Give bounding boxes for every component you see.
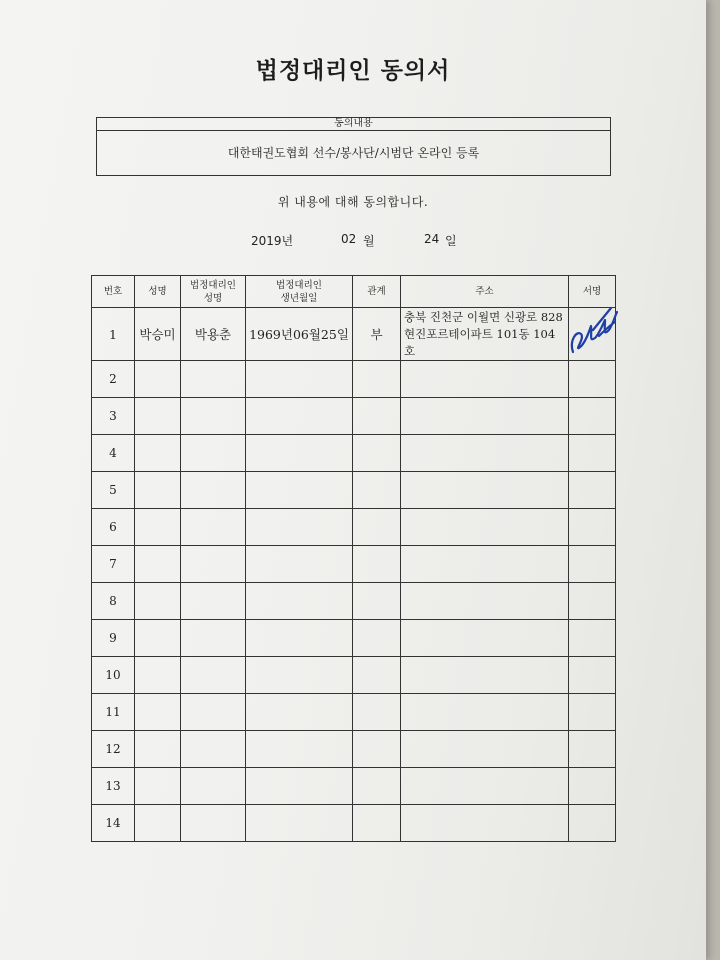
header-guardian-birth-line2: 생년월일 [280, 292, 318, 304]
header-guardian-name-line1: 법정대리인 [190, 279, 236, 291]
table-row [92, 620, 616, 657]
table-row [92, 657, 616, 694]
date-day: 24 [424, 232, 440, 246]
table-row [92, 509, 616, 546]
page-title: 법정대리인 동의서 [255, 58, 451, 84]
header-no: 번호 [92, 276, 135, 308]
header-guardian-name [181, 276, 246, 308]
cell-relation: 부 [353, 308, 401, 361]
consent-box [96, 117, 611, 176]
cell-no: 9 [92, 620, 135, 657]
consent-text: 대한태권도협회 선수/봉사단/시범단 온라인 등록 [227, 146, 480, 160]
header-address: 주소 [401, 276, 569, 308]
table-row [92, 731, 616, 768]
cell-signature [569, 308, 616, 361]
cell-no: 3 [92, 398, 135, 435]
cell-address: 충북 진천군 이월면 신광로 828 현진포르테이파트 101동 104호 [401, 308, 569, 361]
cell-no: 13 [92, 768, 135, 805]
header-signature: 서명 [569, 276, 616, 308]
cell-no: 7 [92, 546, 135, 583]
cell-name: 박승미 [135, 308, 181, 361]
table-row [92, 398, 616, 435]
cell-guardian-birth: 1969년06월25일 [246, 308, 353, 361]
consent-header: 동의내용 [97, 118, 610, 131]
table-row [92, 308, 616, 361]
header-guardian-birth [246, 276, 353, 308]
cell-no: 1 [92, 308, 135, 361]
cell-guardian-name: 박용춘 [181, 308, 246, 361]
table-row [92, 768, 616, 805]
date-month: 02 [341, 232, 357, 246]
cell-no: 14 [92, 805, 135, 842]
table-header-row [92, 276, 616, 308]
date-year: 2019년 [251, 234, 294, 248]
table-row [92, 583, 616, 620]
cell-no: 11 [92, 694, 135, 731]
cell-no: 2 [92, 361, 135, 398]
table-row [92, 472, 616, 509]
table-row [92, 805, 616, 842]
table-row [92, 435, 616, 472]
cell-no: 6 [92, 509, 135, 546]
cell-no: 4 [92, 435, 135, 472]
agree-statement: 위 내용에 대해 동의합니다. [277, 195, 429, 209]
cell-no: 12 [92, 731, 135, 768]
cell-no: 10 [92, 657, 135, 694]
table-row [92, 546, 616, 583]
guardian-table [91, 275, 616, 842]
header-guardian-name-line2: 성명 [203, 292, 223, 304]
date-month-unit: 월 [363, 234, 375, 248]
table-row [92, 361, 616, 398]
cell-no: 5 [92, 472, 135, 509]
header-relation: 관계 [353, 276, 401, 308]
date-day-unit: 일 [445, 234, 457, 248]
table-row [92, 694, 616, 731]
cell-no: 8 [92, 583, 135, 620]
handwritten-signature [565, 296, 625, 362]
header-name: 성명 [135, 276, 181, 308]
header-guardian-birth-line1: 법정대리인 [276, 279, 322, 291]
